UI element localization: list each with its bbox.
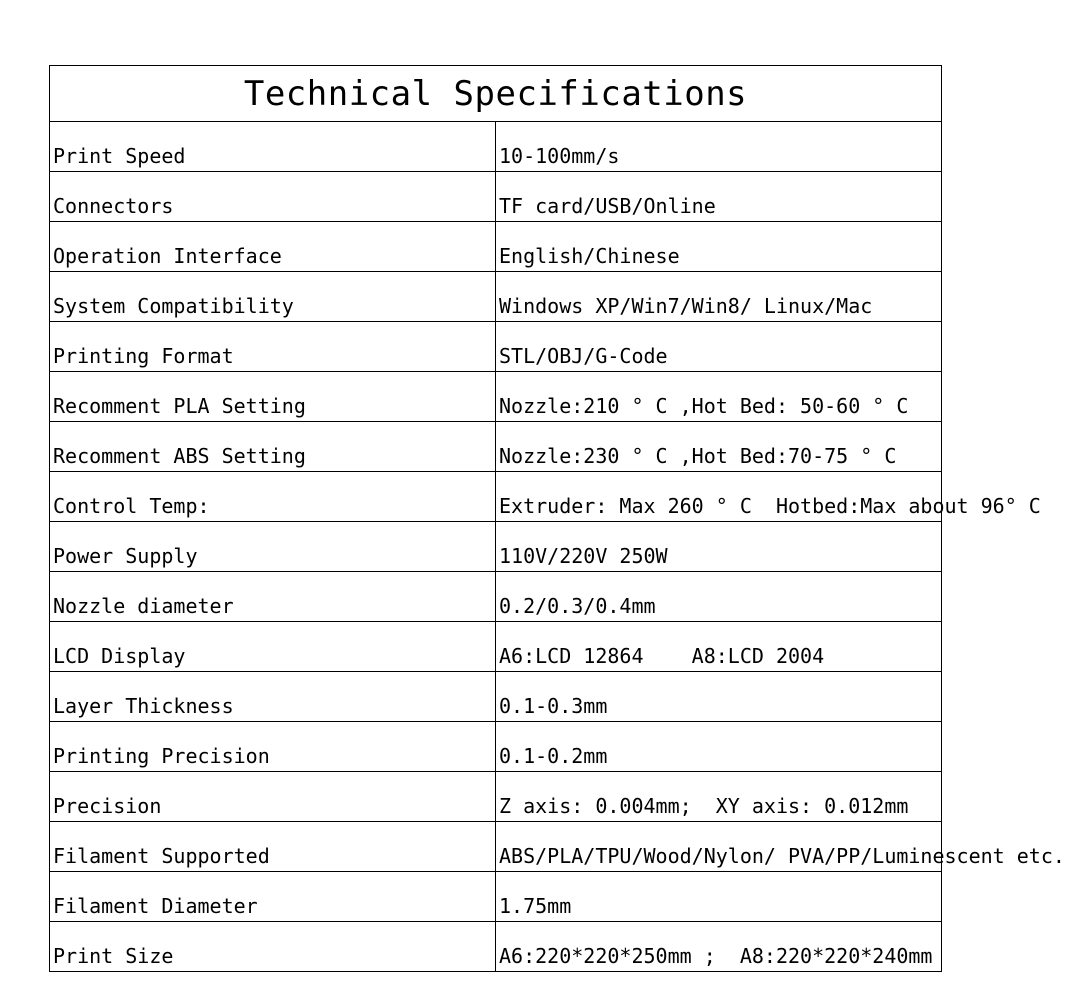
spec-value: 0.1-0.2mm [496, 722, 942, 772]
spec-label: Nozzle diameter [50, 572, 496, 622]
spec-value: 110V/220V 250W [496, 522, 942, 572]
spec-label: Printing Precision [50, 722, 496, 772]
spec-value: Windows XP/Win7/Win8/ Linux/Mac [496, 272, 942, 322]
spec-label: Filament Diameter [50, 872, 496, 922]
table-row [50, 472, 942, 522]
table-row [50, 172, 942, 222]
spec-label: Filament Supported [50, 822, 496, 872]
table-row [50, 822, 942, 872]
table-row [50, 722, 942, 772]
spec-label: LCD Display [50, 622, 496, 672]
spec-value: 0.1-0.3mm [496, 672, 942, 722]
spec-value: Nozzle:230 ° C ,Hot Bed:70-75 ° C [496, 422, 942, 472]
table-row [50, 572, 942, 622]
table-row [50, 122, 942, 172]
spec-label: Printing Format [50, 322, 496, 372]
spec-value: English/Chinese [496, 222, 942, 272]
spec-value: 10-100mm/s [496, 122, 942, 172]
spec-value: TF card/USB/Online [496, 172, 942, 222]
spec-value: 0.2/0.3/0.4mm [496, 572, 942, 622]
table-row [50, 372, 942, 422]
table-row [50, 522, 942, 572]
spec-table-body [50, 66, 1065, 972]
spec-table [49, 65, 1065, 972]
spec-label: Operation Interface [50, 222, 496, 272]
table-row [50, 672, 942, 722]
spec-label: Recomment ABS Setting [50, 422, 496, 472]
spec-label: Precision [50, 772, 496, 822]
table-row [50, 422, 942, 472]
table-row [50, 222, 942, 272]
spec-label: Recomment PLA Setting [50, 372, 496, 422]
spec-value: ABS/PLA/TPU/Wood/Nylon/ PVA/PP/Luminescent etc. [496, 822, 942, 872]
spec-value: STL/OBJ/G-Code [496, 322, 942, 372]
table-row [50, 922, 942, 972]
spec-label: Connectors [50, 172, 496, 222]
table-row [50, 872, 942, 922]
table-row [50, 322, 942, 372]
spec-label: Control Temp: [50, 472, 496, 522]
spec-value: Extruder: Max 260 ° C Hotbed:Max about 96° C [496, 472, 942, 522]
spec-label: Print Size [50, 922, 496, 972]
spec-label: Layer Thickness [50, 672, 496, 722]
spec-value: Z axis: 0.004mm; XY axis: 0.012mm [496, 772, 942, 822]
table-row [50, 622, 942, 672]
table-row [50, 772, 942, 822]
title-row [50, 66, 942, 122]
spec-value: A6:220*220*250mm ; A8:220*220*240mm [496, 922, 942, 972]
spec-label: System Compatibility [50, 272, 496, 322]
table-title: Technical Specifications [50, 66, 942, 122]
spec-value: Nozzle:210 ° C ,Hot Bed: 50-60 ° C [496, 372, 942, 422]
spec-value: 1.75mm [496, 872, 942, 922]
spec-value: A6:LCD 12864 A8:LCD 2004 [496, 622, 942, 672]
table-row [50, 272, 942, 322]
spec-label: Print Speed [50, 122, 496, 172]
spec-label: Power Supply [50, 522, 496, 572]
